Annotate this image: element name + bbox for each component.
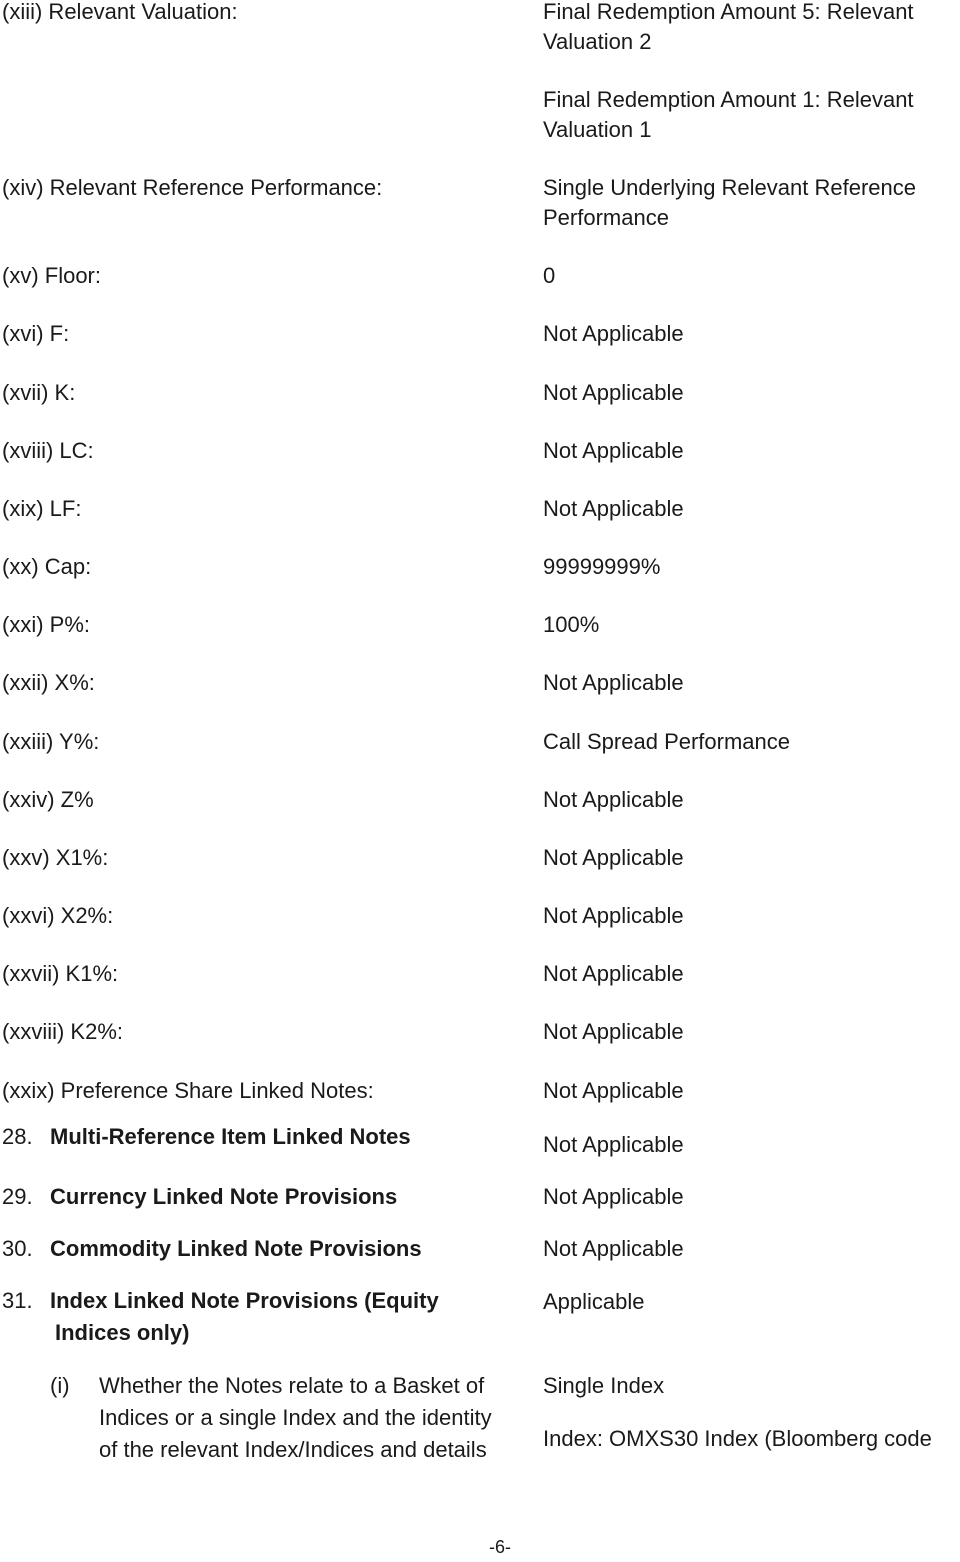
item-value-xxix: Not Applicable	[543, 1078, 684, 1103]
section-number-31: 31.	[2, 1288, 33, 1313]
item-value-xx: 99999999%	[543, 554, 661, 579]
item-label-xx: (xx) Cap:	[2, 554, 92, 579]
section-number-29: 29.	[2, 1184, 33, 1209]
section-value-29: Not Applicable	[543, 1184, 684, 1209]
section-title-31-line2: Indices only)	[55, 1320, 190, 1345]
item-value-xxvi: Not Applicable	[543, 903, 684, 928]
item-label-xix: (xix) LF:	[2, 496, 82, 521]
item-label-xxi: (xxi) P%:	[2, 612, 90, 637]
item-label-xxiv: (xxiv) Z%	[2, 787, 94, 812]
section-value-28: Not Applicable	[543, 1132, 684, 1157]
item-value-xiii-line2: Valuation 2	[543, 29, 652, 54]
subitem-text-line2: Indices or a single Index and the identity	[99, 1405, 492, 1430]
item-value-xiii-line1: Final Redemption Amount 5: Relevant	[543, 0, 914, 24]
item-value-xxviii: Not Applicable	[543, 1019, 684, 1044]
item-label-xvii: (xvii) K:	[2, 380, 76, 405]
section-title-30: Commodity Linked Note Provisions	[50, 1236, 422, 1261]
item-label-xxii: (xxii) X%:	[2, 670, 95, 695]
section-number-30: 30.	[2, 1236, 33, 1261]
item-value-xiv-line2: Performance	[543, 205, 669, 230]
item-label-xiv: (xiv) Relevant Reference Performance:	[2, 175, 383, 200]
section-title-29: Currency Linked Note Provisions	[50, 1184, 398, 1209]
item-value-xxiii: Call Spread Performance	[543, 729, 791, 754]
section-title-28: Multi-Reference Item Linked Notes	[50, 1124, 411, 1149]
item-value-xiii-line4: Valuation 1	[543, 117, 652, 142]
item-value-xv: 0	[543, 263, 556, 288]
item-label-xxiii: (xxiii) Y%:	[2, 729, 100, 754]
item-value-xiii-line3: Final Redemption Amount 1: Relevant	[543, 87, 914, 112]
subitem-number: (i)	[50, 1373, 70, 1398]
item-value-xxii: Not Applicable	[543, 670, 684, 695]
subitem-value-line1: Single Index	[543, 1373, 665, 1398]
subitem-value-line2: Index: OMXS30 Index (Bloomberg code	[543, 1426, 932, 1451]
section-value-30: Not Applicable	[543, 1236, 684, 1261]
page-number: -6-	[489, 1537, 511, 1557]
item-value-xxvii: Not Applicable	[543, 961, 684, 986]
item-label-xxvii: (xxvii) K1%:	[2, 961, 119, 986]
item-label-xxv: (xxv) X1%:	[2, 845, 109, 870]
subitem-text-line3: of the relevant Index/Indices and details	[99, 1437, 487, 1462]
section-number-28: 28.	[2, 1124, 33, 1149]
item-label-xxviii: (xxviii) K2%:	[2, 1019, 124, 1044]
item-label-xxix: (xxix) Preference Share Linked Notes:	[2, 1078, 374, 1103]
item-value-xiv-line1: Single Underlying Relevant Reference	[543, 175, 916, 200]
item-value-xxi: 100%	[543, 612, 600, 637]
item-value-xxv: Not Applicable	[543, 845, 684, 870]
item-label-xv: (xv) Floor:	[2, 263, 101, 288]
item-value-xviii: Not Applicable	[543, 438, 684, 463]
item-value-xix: Not Applicable	[543, 496, 684, 521]
section-title-31-line1: Index Linked Note Provisions (Equity	[50, 1288, 439, 1313]
subitem-text-line1: Whether the Notes relate to a Basket of	[99, 1373, 485, 1398]
item-value-xvi: Not Applicable	[543, 321, 684, 346]
item-value-xxiv: Not Applicable	[543, 787, 684, 812]
item-value-xvii: Not Applicable	[543, 380, 684, 405]
item-label-xvi: (xvi) F:	[2, 321, 70, 346]
item-label-xxvi: (xxvi) X2%:	[2, 903, 114, 928]
item-label-xviii: (xviii) LC:	[2, 438, 94, 463]
item-label-xiii: (xiii) Relevant Valuation:	[2, 0, 238, 24]
section-value-31: Applicable	[543, 1289, 645, 1314]
